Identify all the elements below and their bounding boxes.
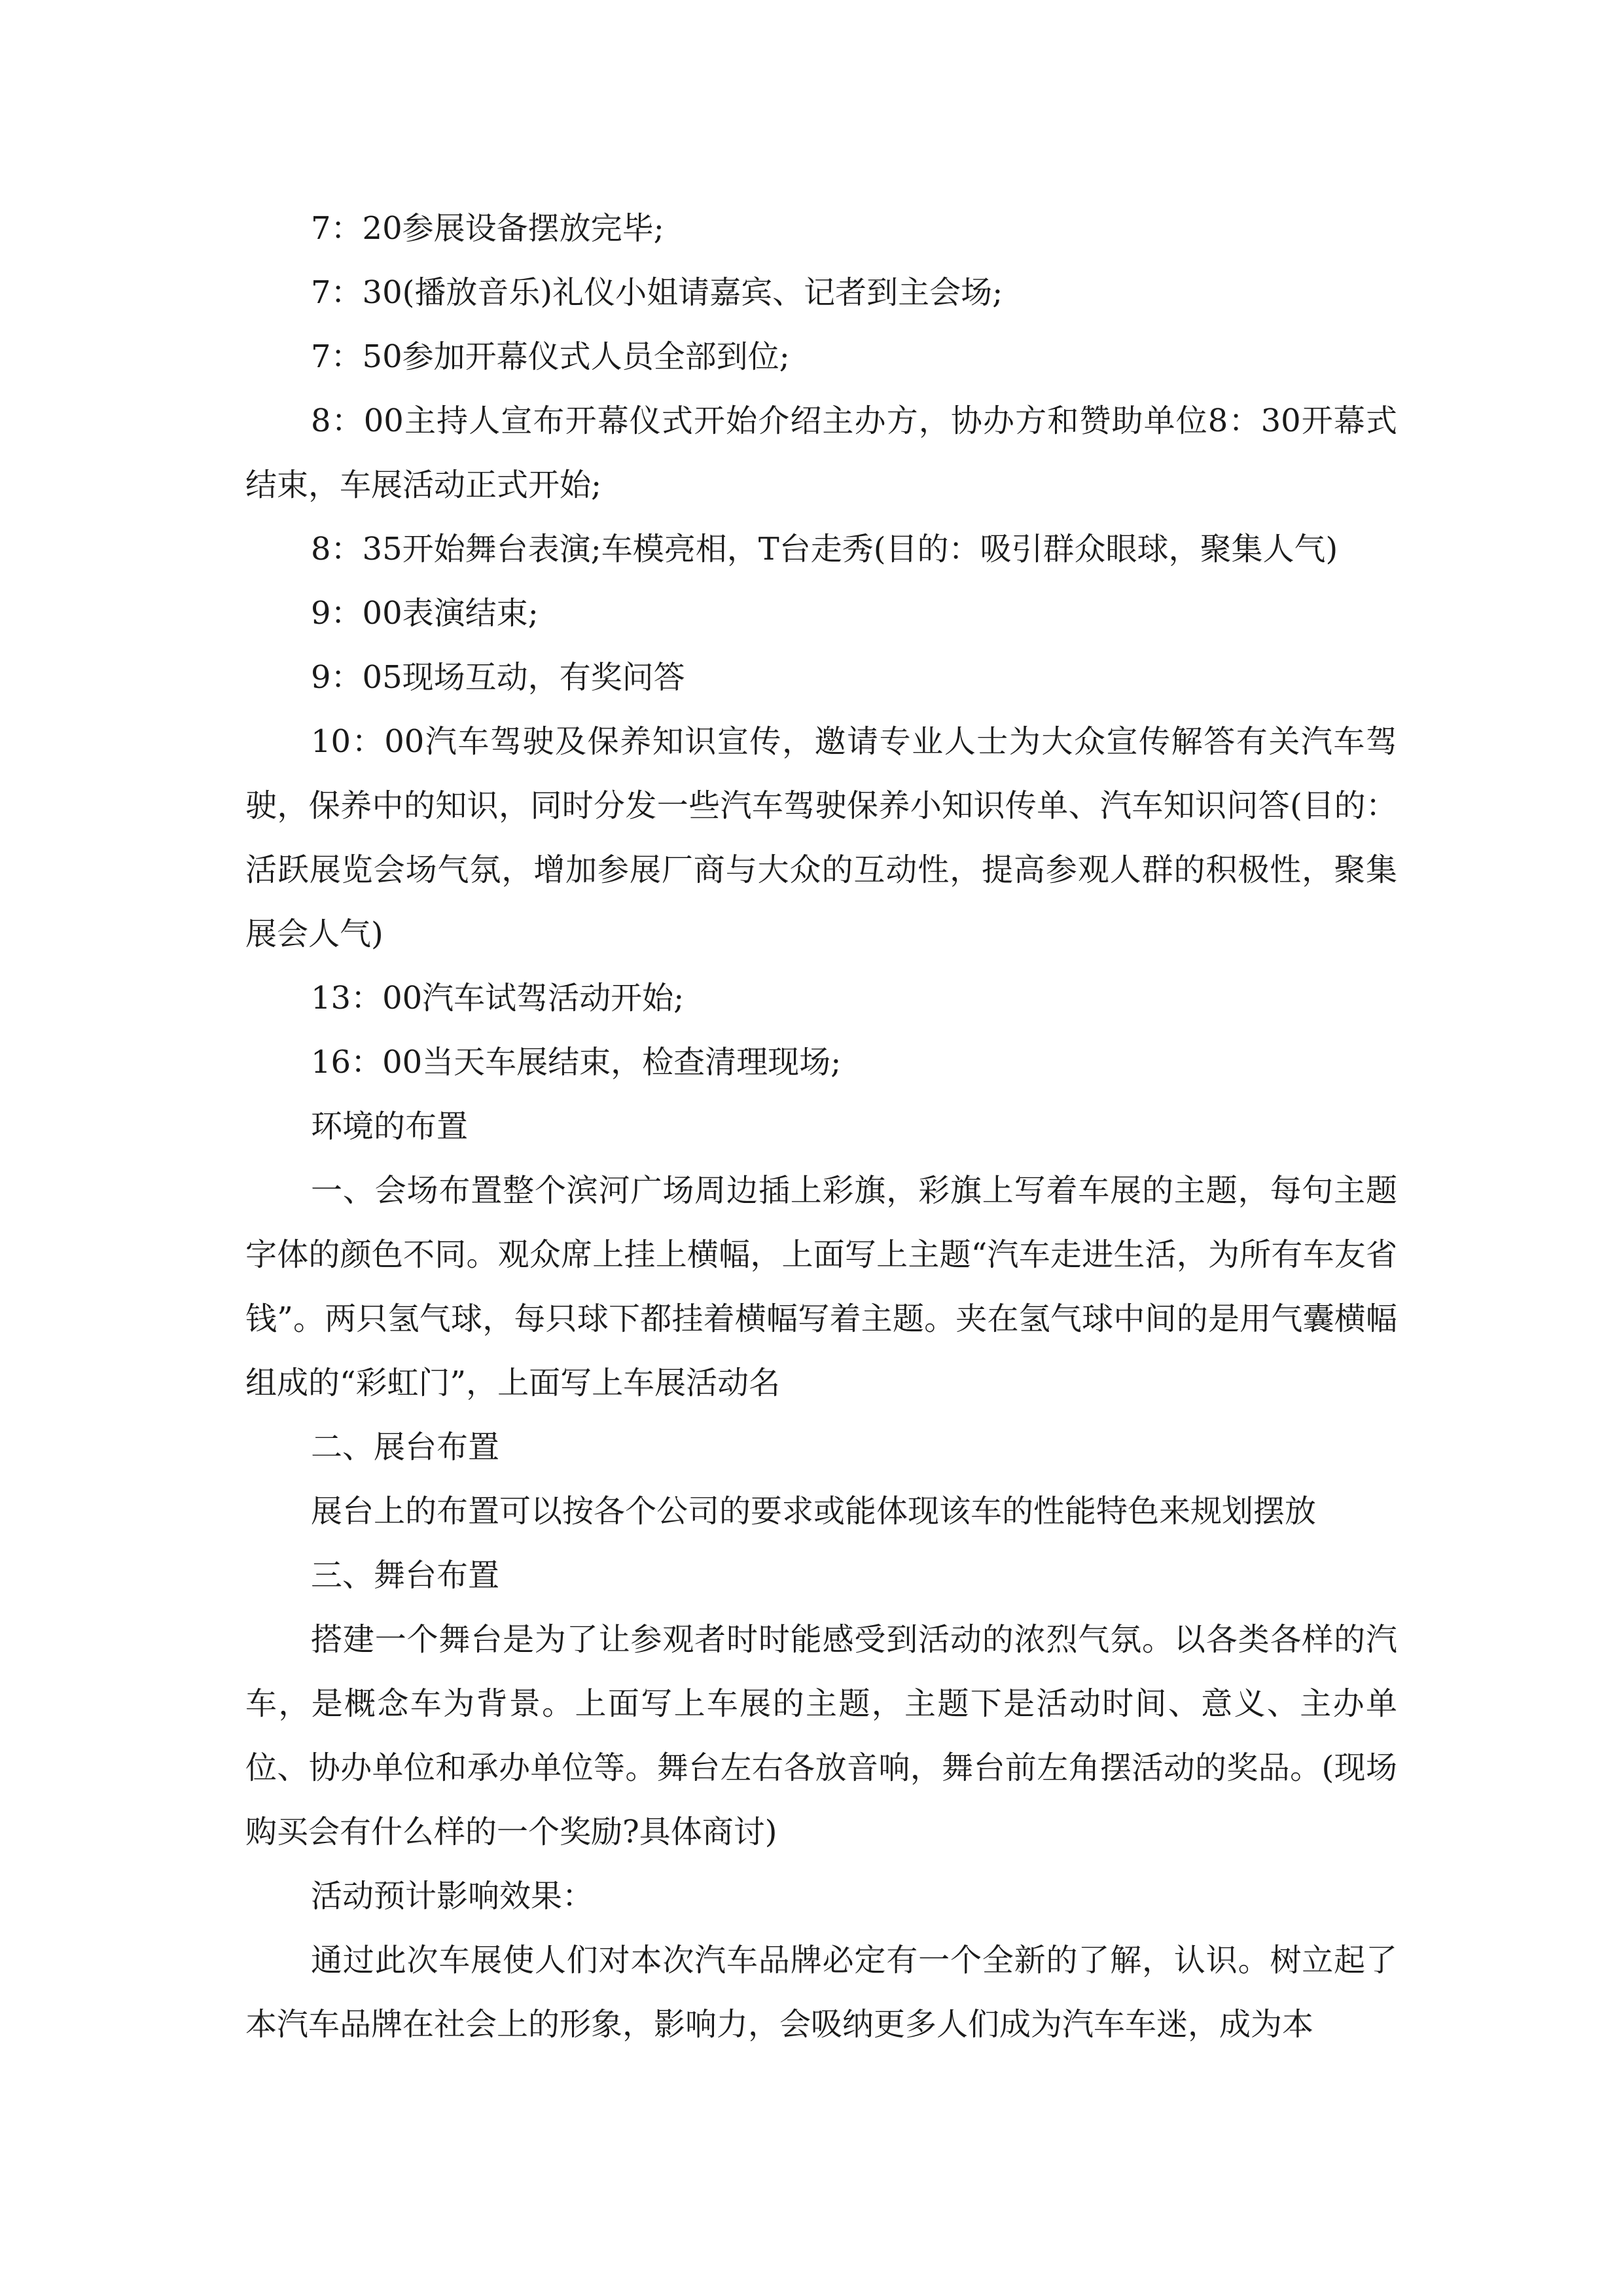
paragraph-1000: 10：00汽车驾驶及保养知识宣传，邀请专业人士为大众宣传解答有关汽车驾驶，保养中的知识，同时分发一些汽车驾驶保养小知识传单、汽车知识问答(目的：活跃展览会场气氛，增加参展厂商与大众的互动性，提高参观人群的积极性，聚集展会人气) [245, 723, 1397, 952]
paragraph-venue-layout: 一、会场布置整个滨河广场周边插上彩旗，彩旗上写着车展的主题，每句主题字体的颜色不同。观众席上挂上横幅，上面写上主题“汽车走进生活，为所有车友省钱”。两只氢气球，每只球下都挂着横幅写着主题。夹在氢气球中间的是用气囊横幅组成的“彩虹门”，上面写上车展活动名 [245, 1172, 1397, 1401]
paragraph-1600: 16：00当天车展结束，检查清理现场; [311, 1044, 842, 1081]
paragraph-0720: 7：20参展设备摆放完毕; [311, 210, 664, 247]
section-heading-effects: 活动预计影响效果： [311, 1878, 594, 1914]
paragraph-0900: 9：00表演结束; [311, 595, 539, 632]
paragraph-stage-layout: 搭建一个舞台是为了让参观者时时能感受到活动的浓烈气氛。以各类各样的汽车，是概念车为背景。上面写上车展的主题，主题下是活动时间、意义、主办单位、协办单位和承办单位等。舞台左右各放音响，舞台前左角摆活动的奖品。(现场购买会有什么样的一个奖励?具体商讨) [245, 1621, 1397, 1850]
paragraph-0730: 7：30(播放音乐)礼仪小姐请嘉宾、记者到主会场; [311, 274, 1003, 311]
paragraph-0750: 7：50参加开幕仪式人员全部到位; [311, 338, 790, 375]
section-heading-booth: 二、展台布置 [311, 1429, 500, 1465]
section-heading-environment: 环境的布置 [311, 1108, 469, 1145]
paragraph-1300: 13：00汽车试驾活动开始; [311, 980, 685, 1016]
paragraph-0905: 9：05现场互动，有奖问答 [311, 659, 685, 696]
section-heading-stage: 三、舞台布置 [311, 1557, 500, 1594]
paragraph-0800: 8：00主持人宣布开幕仪式开始介绍主办方，协办方和赞助单位8：30开幕式结束，车展活动正式开始; [245, 403, 1397, 503]
paragraph-0835: 8：35开始舞台表演;车模亮相，T台走秀(目的：吸引群众眼球，聚集人气) [311, 531, 1338, 567]
document-page [245, 196, 1397, 2056]
paragraph-booth-layout: 展台上的布置可以按各个公司的要求或能体现该车的性能特色来规划摆放 [311, 1493, 1317, 1530]
paragraph-effects: 通过此次车展使人们对本次汽车品牌必定有一个全新的了解，认识。树立起了本汽车品牌在社会上的形象，影响力，会吸纳更多人们成为汽车车迷，成为本 [245, 1942, 1397, 2043]
